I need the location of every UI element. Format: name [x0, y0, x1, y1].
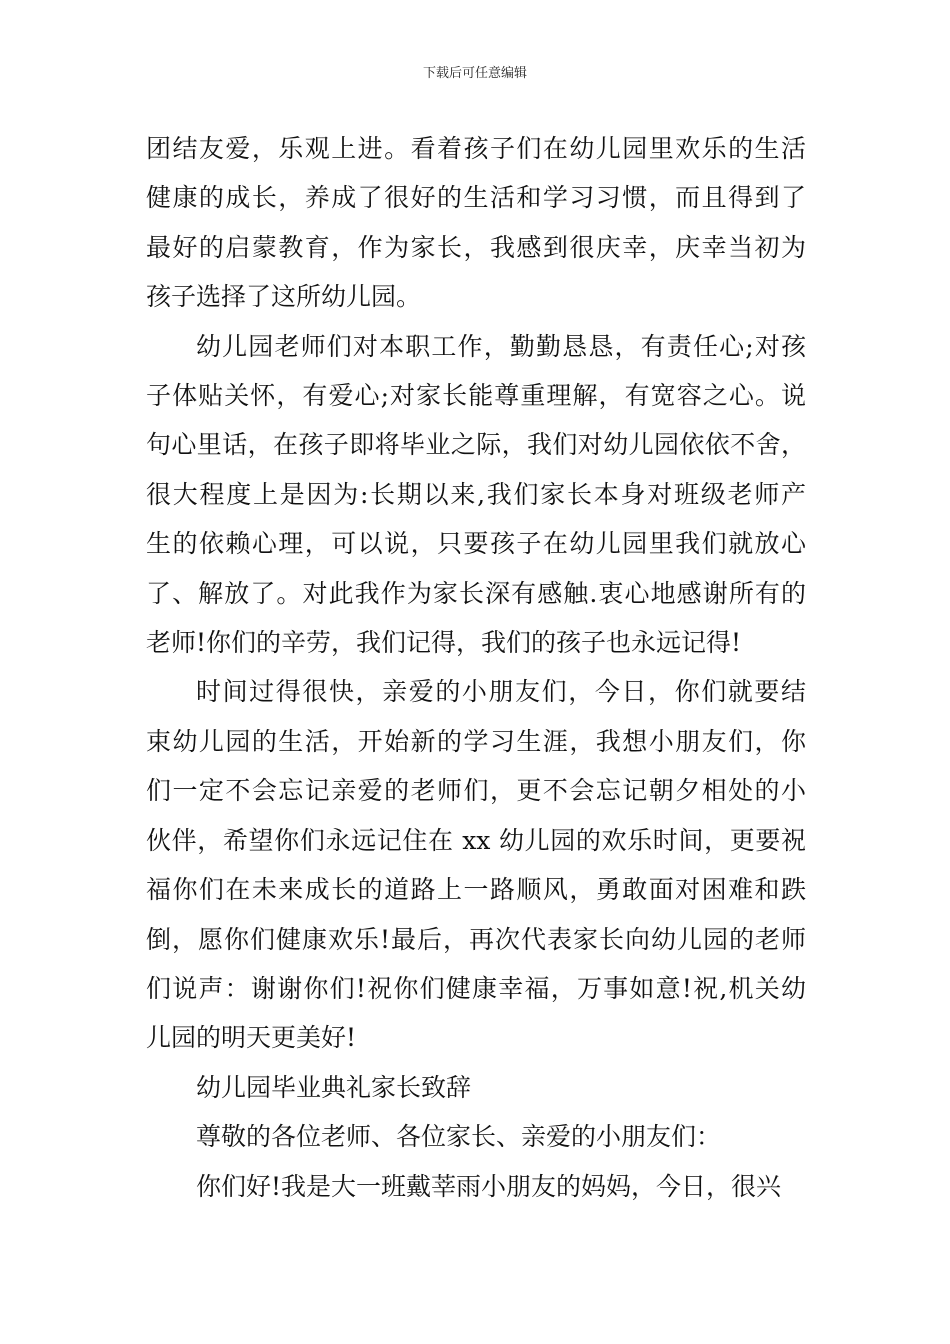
text-line: 儿园的明天更美好!: [146, 1023, 357, 1053]
document-body: [146, 124, 806, 1211]
opening-line: 你们好!我是大一班戴莘雨小朋友的妈妈，今日，很兴: [196, 1171, 782, 1201]
text-line: 们说声：谢谢你们!祝你们健康幸福，万事如意!祝,机关幼: [146, 973, 806, 1003]
salutation: 尊敬的各位老师、各位家长、亲爱的小朋友们：: [196, 1122, 722, 1152]
text-line: 了、解放了。对此我作为家长深有感触.衷心地感谢所有的: [146, 578, 806, 608]
text-line: 时间过得很快，亲爱的小朋友们，今日，你们就要结: [196, 677, 806, 707]
text-line: 幼儿园老师们对本职工作，勤勤恳恳，有责任心;对孩: [196, 331, 806, 361]
text-line: 生的依赖心理，可以说，只要孩子在幼儿园里我们就放心: [146, 529, 806, 559]
paragraph-2: [146, 322, 806, 668]
text-line: 福你们在未来成长的道路上一路顺风，勇敢面对困难和跌: [146, 875, 806, 905]
text-line: 句心里话，在孩子即将毕业之际，我们对幼儿园依依不舍，: [146, 430, 806, 460]
text-line: 孩子选择了这所幼儿园。: [146, 282, 422, 312]
text-line: 老师!你们的辛劳，我们记得，我们的孩子也永远记得!: [146, 628, 742, 658]
page-header: 下载后可任意编辑: [422, 66, 527, 81]
text-line: 们一定不会忘记亲爱的老师们，更不会忘记朝夕相处的小: [146, 776, 806, 806]
text-line: 束幼儿园的生活，开始新的学习生涯，我想小朋友们，你: [146, 726, 806, 756]
text-line: 最好的启蒙教育，作为家长，我感到很庆幸，庆幸当初为: [146, 232, 806, 262]
paragraph-3: [146, 667, 806, 1062]
text-line: 很大程度上是因为:长期以来,我们家长本身对班级老师产: [146, 479, 806, 509]
text-line: 子体贴关怀，有爱心;对家长能尊重理解，有宽容之心。说: [146, 381, 806, 411]
section-title: 幼儿园毕业典礼家长致辞: [196, 1072, 472, 1102]
text-line: 健康的成长，养成了很好的生活和学习习惯，而且得到了: [146, 183, 806, 213]
paragraph-1: [146, 124, 806, 322]
text-line: 倒，愿你们健康欢乐!最后，再次代表家长向幼儿园的老师: [146, 924, 806, 954]
text-line: 团结友爱，乐观上进。看着孩子们在幼儿园里欢乐的生活: [146, 134, 806, 163]
text-line: 伙伴，希望你们永远记住在 xx 幼儿园的欢乐时间，更要祝: [146, 825, 806, 855]
